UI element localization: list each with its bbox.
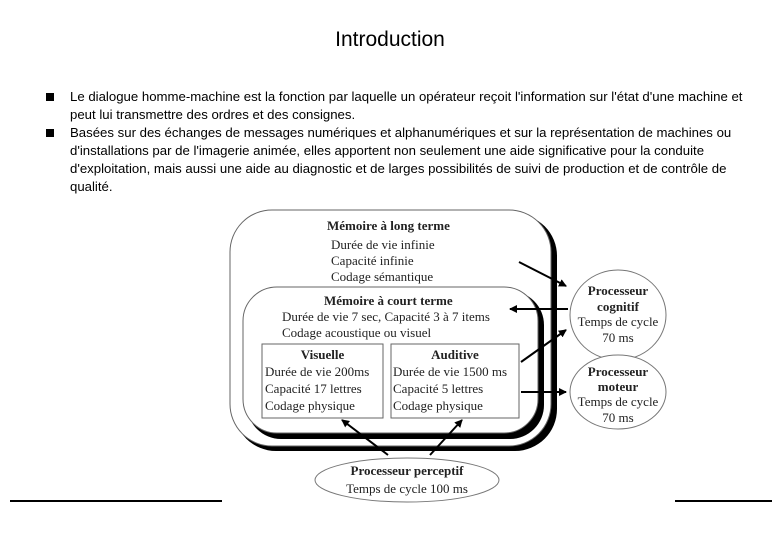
perceptual-title: Processeur perceptif: [350, 463, 464, 478]
short-term-line: Codage acoustique ou visuel: [282, 325, 432, 340]
footer-divider-right: [675, 500, 772, 502]
auditive-line: Capacité 5 lettres: [393, 381, 484, 396]
long-term-line: Durée de vie infinie: [331, 237, 435, 252]
visual-title: Visuelle: [300, 347, 345, 362]
motor-title: Processeur: [587, 364, 649, 379]
cognitive-cycle-value: 70 ms: [602, 330, 634, 345]
visual-line: Codage physique: [265, 398, 355, 413]
cognitive-cycle-label: Temps de cycle: [577, 314, 659, 329]
auditive-title: Auditive: [431, 347, 479, 362]
motor-cycle-label: Temps de cycle: [577, 394, 659, 409]
footer-divider-left: [10, 500, 222, 502]
bullet-text: Le dialogue homme-machine est la fonction par laquelle un opérateur reçoit l'information sur l'état d'une machine et peut lui transmettre des ordres et des consignes.: [70, 89, 743, 122]
visual-line: Capacité 17 lettres: [265, 381, 362, 396]
long-term-title: Mémoire à long terme: [327, 218, 450, 233]
slide-title: Introduction: [335, 28, 445, 51]
visual-line: Durée de vie 200ms: [265, 364, 370, 379]
motor-cycle-value: 70 ms: [602, 410, 634, 425]
perceptual-cycle: Temps de cycle 100 ms: [346, 481, 468, 496]
long-term-line: Codage sémantique: [331, 269, 434, 284]
cognitive-title: cognitif: [597, 299, 639, 314]
short-term-title: Mémoire à court terme: [324, 293, 453, 308]
auditive-line: Codage physique: [393, 398, 483, 413]
cognitive-title: Processeur: [587, 283, 649, 298]
long-term-line: Capacité infinie: [331, 253, 414, 268]
short-term-line: Durée de vie 7 sec, Capacité 3 à 7 items: [282, 309, 490, 324]
auditive-line: Durée de vie 1500 ms: [393, 364, 508, 379]
motor-title: moteur: [597, 379, 639, 394]
bullet-text: Basées sur des échanges de messages numériques et alphanumériques et sur la représentation de machines ou d'installations par de l'imagerie animée, elles apportent non seulement une aide significative pour la conduite d'exploitation, mais aussi une aide au diagnostic et de larges possibilités de suivi de production et de contrôle de qualité.: [70, 125, 732, 194]
